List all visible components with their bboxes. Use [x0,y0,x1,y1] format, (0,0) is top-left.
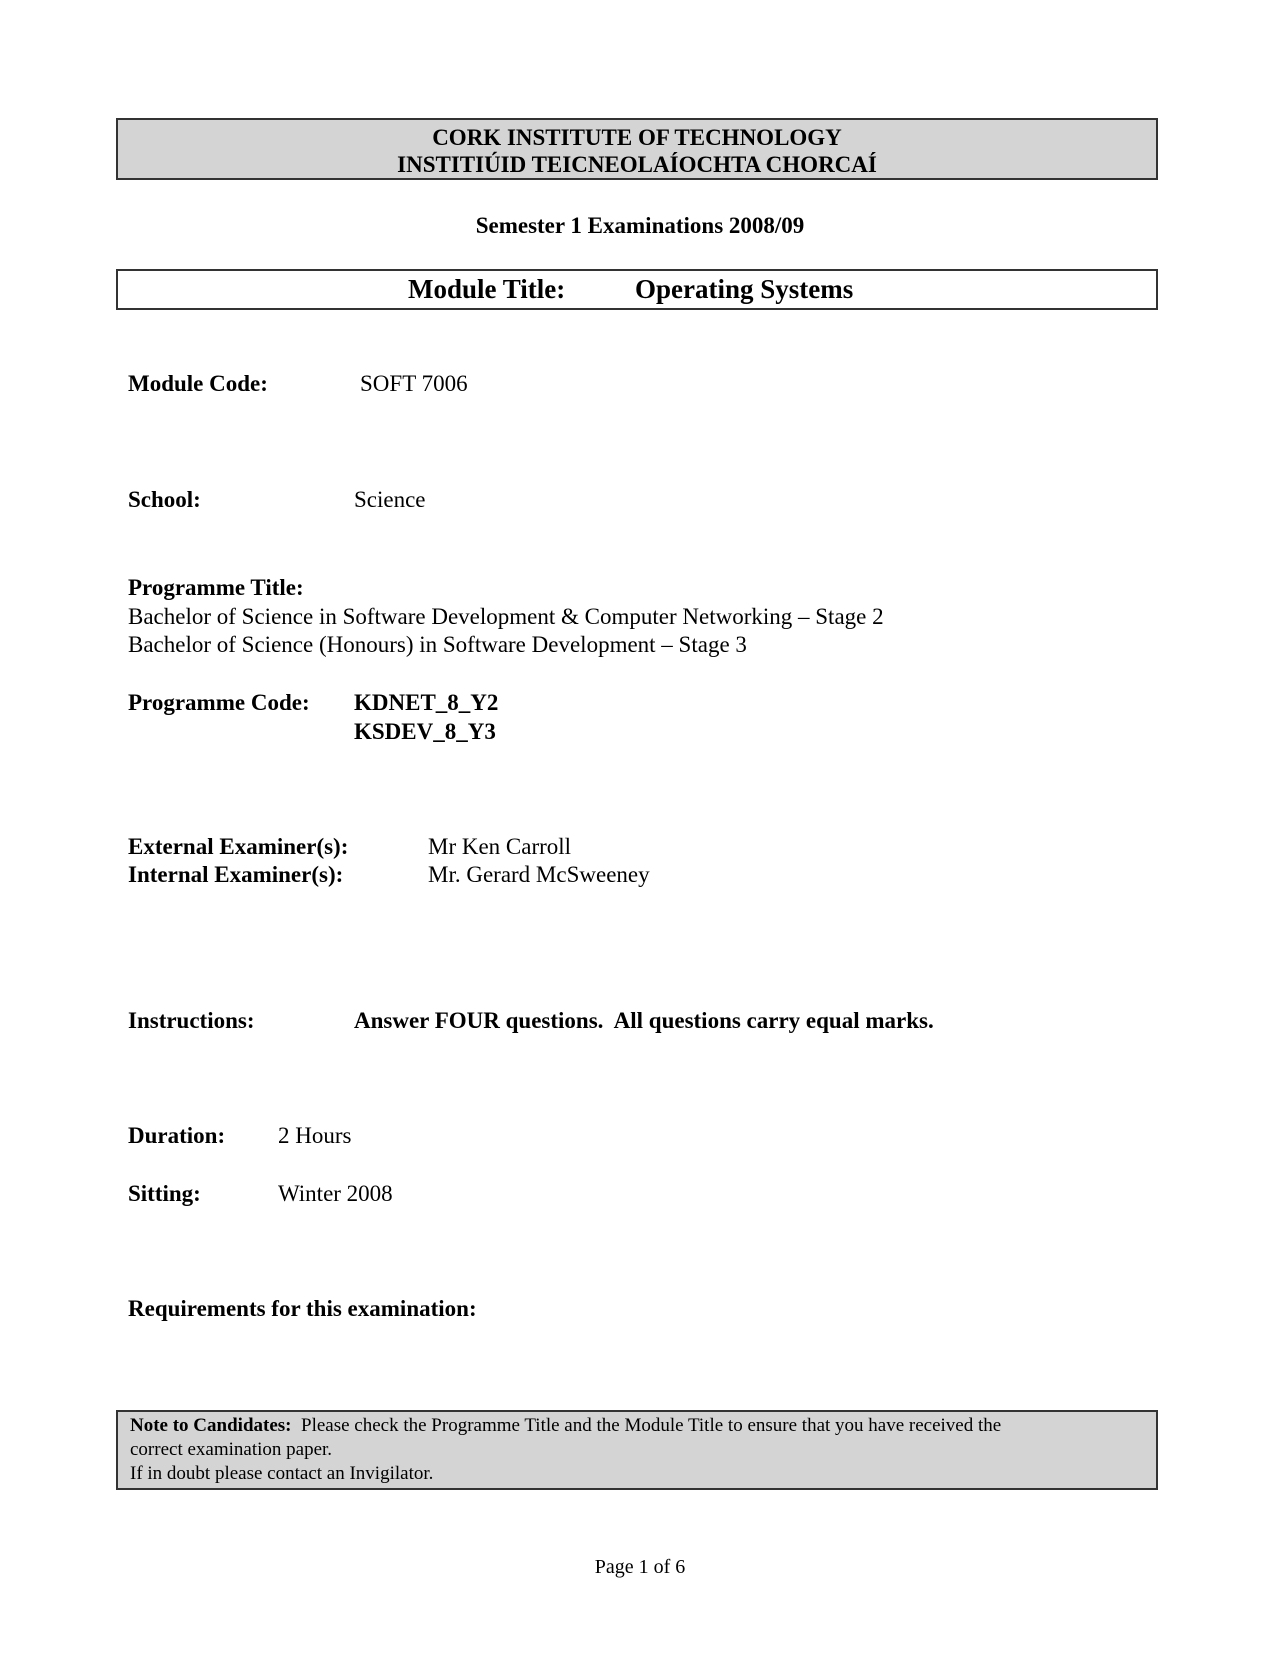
programme-title-line: Bachelor of Science (Honours) in Software Development – Stage 3 [128,632,747,657]
sitting-label: Sitting: [128,1181,201,1206]
module-title-box [116,269,1158,310]
institute-name-irish: INSTITIÚID TEICNEOLAÍOCHTA CHORCAÍ [397,152,877,177]
note-line [130,1414,1156,1438]
note-line: correct examination paper. [130,1439,333,1460]
instructions-label: Instructions: [128,1008,255,1033]
external-examiner-value: Mr Ken Carroll [428,834,572,859]
institute-name-english: CORK INSTITUTE OF TECHNOLOGY [432,125,842,150]
internal-examiner-value: Mr. Gerard McSweeney [428,862,650,887]
module-title-value: Operating Systems [635,274,854,304]
module-code-label: Module Code: [128,371,268,396]
note-to-candidates-box [116,1410,1158,1490]
external-examiner-label: External Examiner(s): [128,834,349,859]
internal-examiner-label: Internal Examiner(s): [128,862,344,887]
programme-title-line: Bachelor of Science in Software Development & Computer Networking – Stage 2 [128,604,884,629]
programme-code-label: Programme Code: [128,690,310,715]
programme-title-label: Programme Title: [128,575,304,600]
school-label: School: [128,487,201,512]
note-line: If in doubt please contact an Invigilator. [130,1463,434,1484]
note-label: Note to Candidates: [130,1415,292,1436]
duration-label: Duration: [128,1123,226,1148]
sitting-value: Winter 2008 [278,1181,393,1206]
requirements-label: Requirements for this examination: [128,1296,477,1321]
semester-heading: Semester 1 Examinations 2008/09 [475,213,805,238]
programme-code-value: KDNET_8_Y2 [354,690,499,715]
module-title-label: Module Title: [408,274,566,304]
note-text: Please check the Programme Title and the Module Title to ensure that you have received the [301,1415,1002,1436]
programme-code-value: KSDEV_8_Y3 [354,719,496,744]
page-number: Page 1 of 6 [594,1556,686,1578]
duration-value: 2 Hours [278,1123,352,1148]
instructions-value: Answer FOUR questions. All questions carry equal marks. [354,1008,934,1033]
institute-header-box [116,118,1158,180]
school-value: Science [354,487,426,512]
module-code-value: SOFT 7006 [360,371,468,396]
